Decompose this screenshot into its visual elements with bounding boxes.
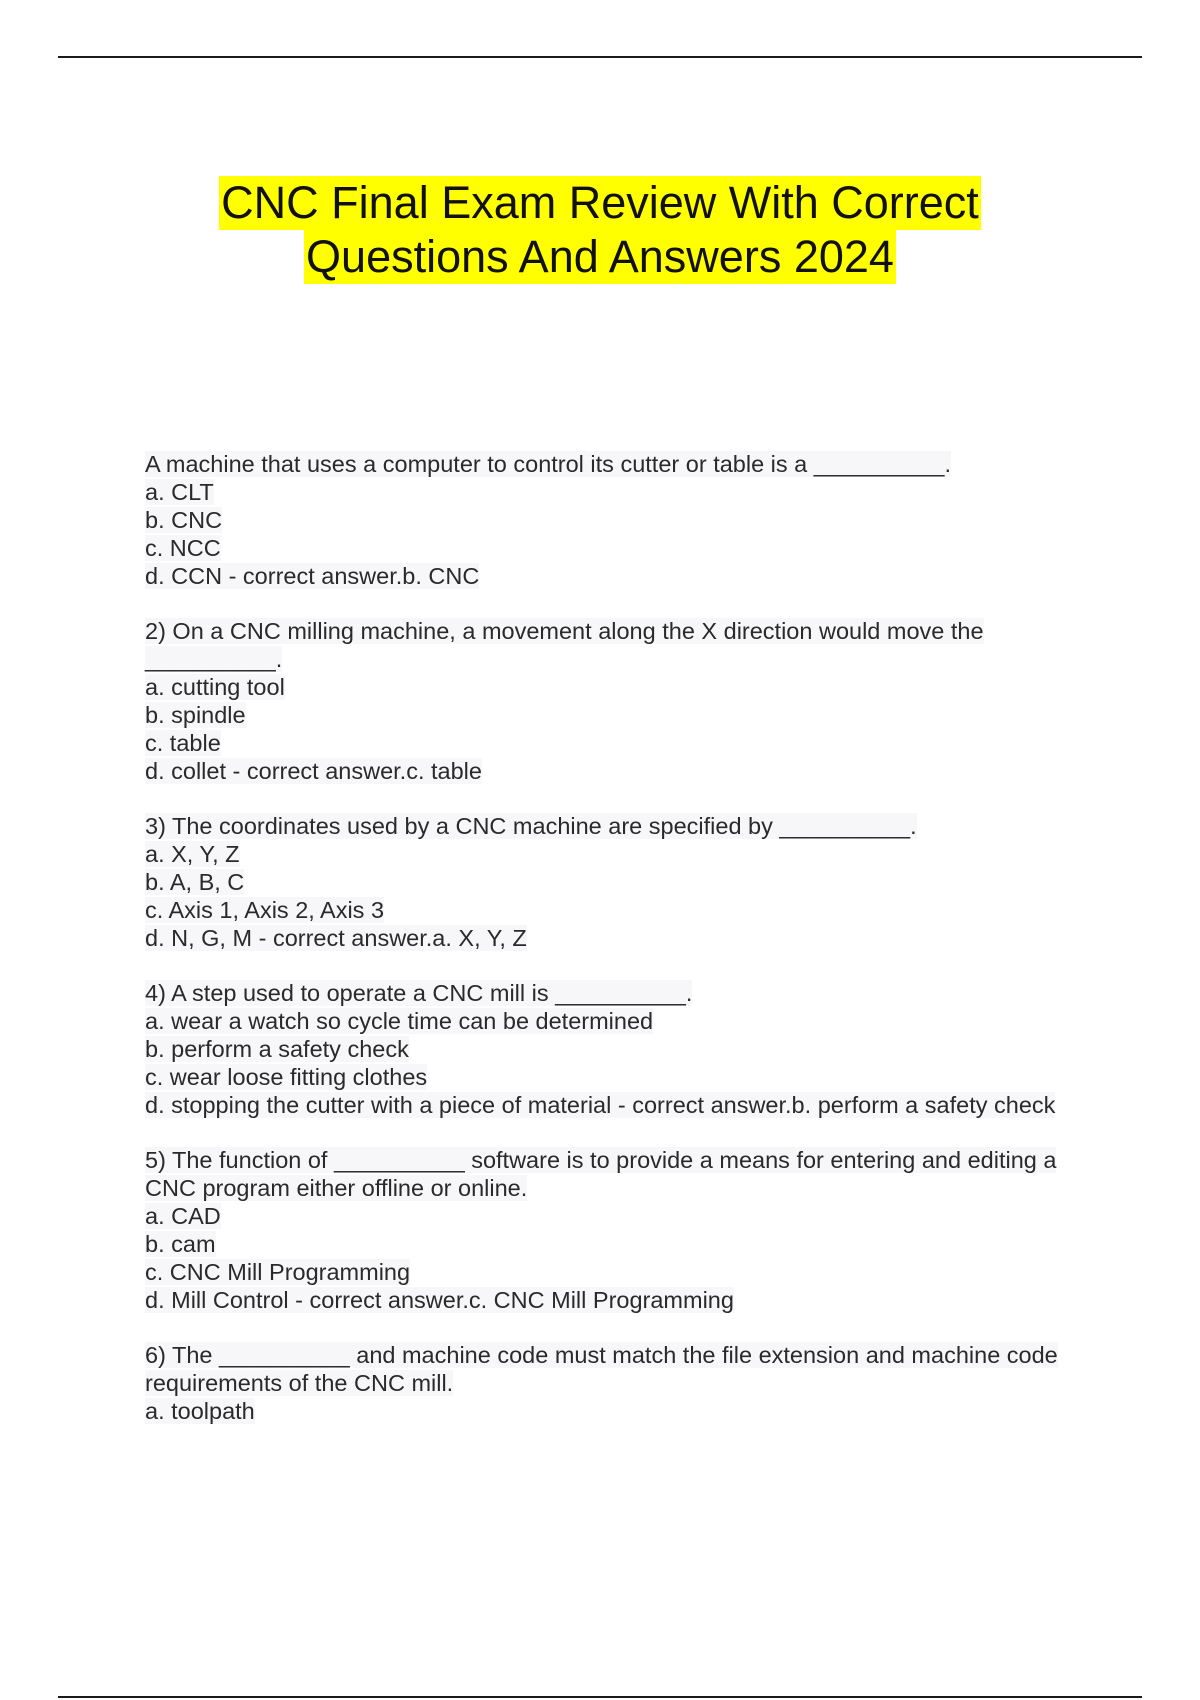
line-text: b. CNC	[145, 507, 223, 533]
question-list	[145, 450, 1080, 1452]
line-text: c. wear loose fitting clothes	[145, 1064, 428, 1090]
line-text: 2) On a CNC milling machine, a movement along the X direction would move the	[145, 618, 984, 644]
question-block	[145, 979, 1080, 1119]
answer-line	[145, 1091, 1080, 1119]
line-text: c. CNC Mill Programming	[145, 1259, 411, 1285]
question-text	[145, 1341, 1080, 1369]
top-rule	[58, 56, 1142, 58]
title-line-2: Questions And Answers 2024	[306, 231, 894, 282]
answer-line	[145, 896, 1080, 924]
answer-line	[145, 506, 1080, 534]
line-text: 3) The coordinates used by a CNC machine are specified by __________.	[145, 813, 917, 839]
line-text: requirements of the CNC mill.	[145, 1370, 454, 1396]
line-text: d. Mill Control - correct answer.c. CNC Mill Programming	[145, 1287, 734, 1313]
question-block	[145, 812, 1080, 952]
line-text: b. spindle	[145, 702, 246, 728]
answer-line	[145, 701, 1080, 729]
answer-line	[145, 924, 1080, 952]
line-text: d. stopping the cutter with a piece of material - correct answer.b. perform a safety check	[145, 1092, 1056, 1118]
question-block	[145, 1146, 1080, 1314]
answer-line	[145, 868, 1080, 896]
line-text: 6) The __________ and machine code must match the file extension and machine code	[145, 1342, 1058, 1368]
answer-line	[145, 478, 1080, 506]
line-text: b. cam	[145, 1231, 216, 1257]
line-text: a. X, Y, Z	[145, 841, 240, 867]
answer-line	[145, 562, 1080, 590]
line-text: b. A, B, C	[145, 869, 245, 895]
question-text	[145, 812, 1080, 840]
line-text: c. NCC	[145, 535, 221, 561]
line-text: d. collet - correct answer.c. table	[145, 758, 482, 784]
question-text	[145, 1146, 1080, 1174]
question-text	[145, 450, 1080, 478]
line-text: 5) The function of __________ software is to provide a means for entering and editing a	[145, 1147, 1057, 1173]
line-text: CNC program either offline or online.	[145, 1175, 528, 1201]
answer-line	[145, 757, 1080, 785]
line-text: b. perform a safety check	[145, 1036, 409, 1062]
line-text: __________.	[145, 646, 283, 672]
answer-line	[145, 840, 1080, 868]
answer-line	[145, 1258, 1080, 1286]
line-text: a. CLT	[145, 479, 214, 505]
answer-line	[145, 729, 1080, 757]
line-text: a. wear a watch so cycle time can be determined	[145, 1008, 654, 1034]
line-text: d. CCN - correct answer.b. CNC	[145, 563, 480, 589]
answer-line	[145, 673, 1080, 701]
answer-line	[145, 1063, 1080, 1091]
line-text: a. toolpath	[145, 1398, 255, 1424]
question-block	[145, 1341, 1080, 1425]
answer-line	[145, 1286, 1080, 1314]
document-title	[0, 176, 1200, 284]
title-line-1: CNC Final Exam Review With Correct	[221, 177, 979, 228]
line-text: A machine that uses a computer to control its cutter or table is a __________.	[145, 451, 951, 477]
answer-line	[145, 1174, 1080, 1202]
bottom-rule	[58, 1696, 1142, 1698]
question-text	[145, 617, 1080, 645]
answer-line	[145, 1369, 1080, 1397]
question-block	[145, 450, 1080, 590]
line-text: c. table	[145, 730, 221, 756]
line-text: a. cutting tool	[145, 674, 285, 700]
line-text: 4) A step used to operate a CNC mill is __________.	[145, 980, 693, 1006]
question-block	[145, 617, 1080, 785]
line-text: a. CAD	[145, 1203, 221, 1229]
answer-line	[145, 1397, 1080, 1425]
answer-line	[145, 1230, 1080, 1258]
answer-line	[145, 534, 1080, 562]
answer-line	[145, 1007, 1080, 1035]
answer-line	[145, 645, 1080, 673]
answer-line	[145, 1202, 1080, 1230]
answer-line	[145, 1035, 1080, 1063]
question-text	[145, 979, 1080, 1007]
line-text: c. Axis 1, Axis 2, Axis 3	[145, 897, 385, 923]
line-text: d. N, G, M - correct answer.a. X, Y, Z	[145, 925, 527, 951]
